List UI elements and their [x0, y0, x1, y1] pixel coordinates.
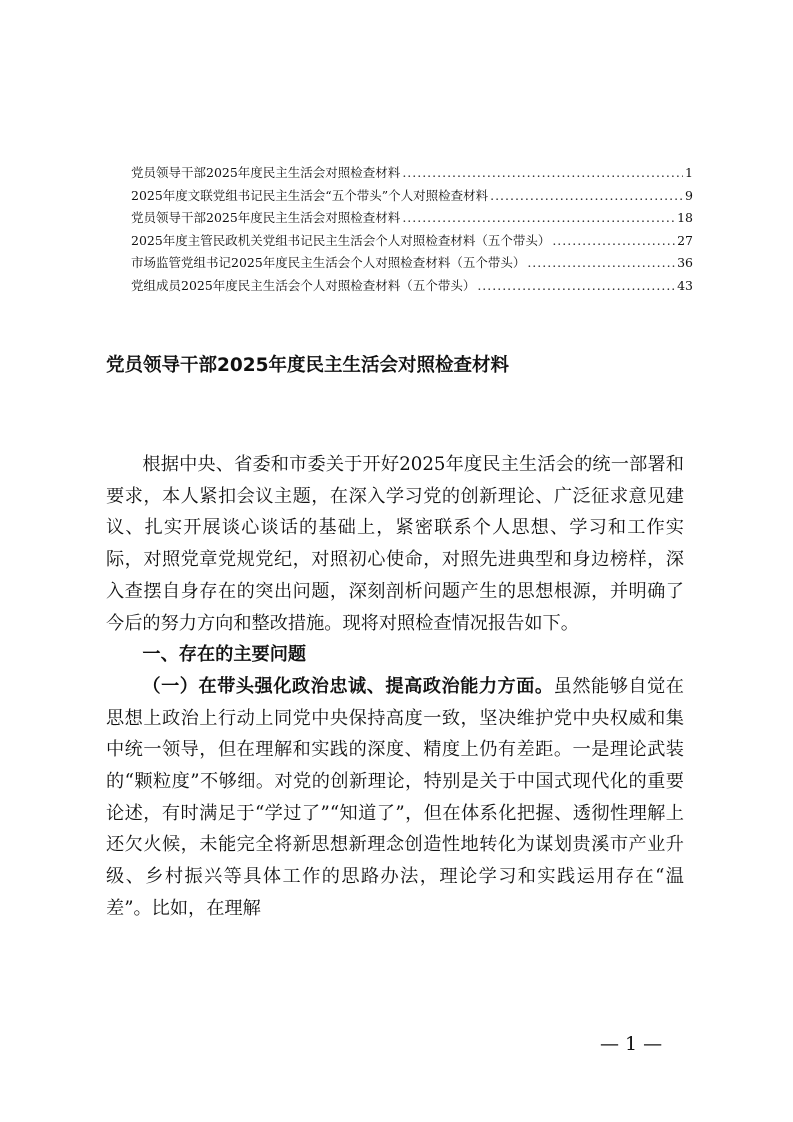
toc-dot-leader — [527, 252, 675, 275]
toc-dot-leader — [402, 207, 675, 230]
toc-entry-title: 党员领导干部2025年度民主生活会对照检查材料 — [131, 210, 401, 226]
toc-entry-page: 43 — [677, 277, 693, 293]
subsection-label: （一）在带头强化政治忠诚、提高政治能力方面。 — [142, 675, 554, 697]
toc-entry[interactable] — [131, 207, 693, 230]
toc-dot-leader — [552, 230, 675, 253]
toc-entry-page: 36 — [677, 255, 693, 271]
toc-entry[interactable] — [131, 185, 693, 208]
toc-entry-title: 2025年度主管民政机关党组书记民主生活会个人对照检查材料（五个带头） — [131, 232, 551, 248]
table-of-contents — [131, 162, 693, 298]
toc-entry-title: 2025年度文联党组书记民主生活会“五个带头”个人对照检查材料 — [131, 187, 489, 203]
toc-entry[interactable] — [131, 230, 693, 253]
toc-entry-page: 9 — [685, 187, 693, 203]
toc-entry-title: 市场监管党组书记2025年度民主生活会个人对照检查材料（五个带头） — [131, 255, 526, 271]
toc-dot-leader — [490, 185, 683, 208]
toc-entry-page: 1 — [685, 165, 693, 180]
toc-dot-leader — [477, 275, 675, 298]
toc-entry-title: 党员领导干部2025年度民主生活会对照检查材料 — [131, 165, 401, 180]
intro-paragraph: 根据中央、省委和市委关于开好2025年度民主生活会的统一部署和要求，本人紧扣会议主题，在深入学习党的创新理论、广泛征求意见建议、扎实开展谈心谈话的基础上，紧密联系个人思想、学习和工作实际，对照党章党规党纪，对照初心使命，对照先进典型和身边榜样，深入查摆自身存在的突出问题，深刻剖析问题产生的思想根源，并明确了今后的努力方向和整改措施。现将对照检查情况报告如下。 — [106, 454, 684, 634]
subsection-paragraph — [106, 671, 684, 925]
toc-entry-title: 党组成员2025年度民主生活会个人对照检查材料（五个带头） — [131, 277, 476, 293]
toc-entry-page: 18 — [677, 210, 693, 226]
toc-entry[interactable] — [131, 275, 693, 298]
toc-dot-leader — [402, 162, 683, 185]
toc-entry[interactable] — [131, 162, 693, 185]
page-number: — 1 — — [600, 1033, 663, 1055]
toc-entry-page: 27 — [677, 232, 693, 248]
subsection-text: 虽然能够自觉在思想上政治上行动上同党中央保持高度一致，坚决维护党中央权威和集中统一领导，但在理解和实践的深度、精度上仍有差距。一是理论武装的“颗粒度”不够细。对党的创新理论，特别是关于中国式现代化的重要论述，有时满足于“学过了”“知道了”，但在体系化把握、透彻性理解上还欠火候，未能完全将新思想新理念创造性地转化为谋划贵溪市产业升级、乡村振兴等具体工作的思路办法，理论学习和实践运用存在“温差”。比如，在理解 — [106, 675, 684, 919]
section-heading: 一、存在的主要问题 — [142, 644, 307, 666]
toc-entry[interactable] — [131, 252, 693, 275]
document-title: 党员领导干部2025年度民主生活会对照检查材料 — [106, 355, 509, 376]
document-body — [106, 449, 684, 925]
